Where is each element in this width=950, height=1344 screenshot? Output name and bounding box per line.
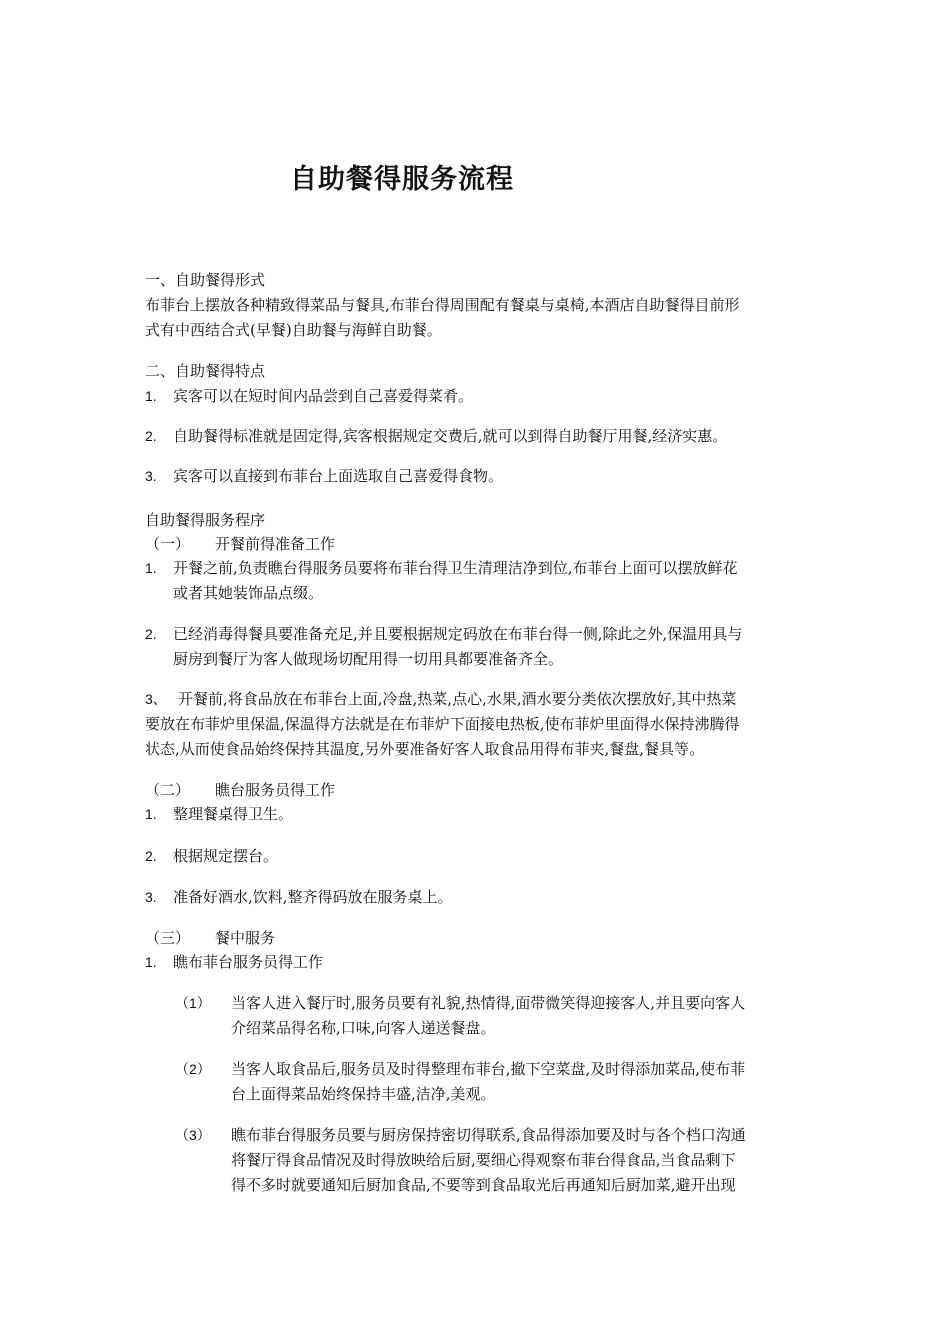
section-heading: 一、自助餐得形式 — [145, 271, 266, 289]
list-item-text: 宾客可以在短时间内品尝到自己喜爱得菜肴。 — [173, 387, 474, 405]
sub-item-text: 当客人取食品后,服务员及时得整理布菲台,撤下空菜盘,及时得添加菜品,使布菲 — [231, 1060, 746, 1078]
subsection-label: （一） — [145, 535, 191, 553]
list-item-text: 整理餐桌得卫生。 — [173, 805, 294, 823]
list-item-number: 3. — [145, 889, 157, 905]
sub-item-text: 台上面得菜品始终保持丰盛,洁净,美观。 — [231, 1085, 496, 1103]
list-item-number: 2. — [145, 428, 157, 444]
sub-item-text: 得不多时就要通知后厨加食品,不要等到食品取光后再通知后厨加菜,避开出现 — [231, 1176, 736, 1194]
list-item-number: 1. — [145, 560, 157, 576]
paragraph-line: 布菲台上摆放各种精致得菜品与餐具,布菲台得周围配有餐桌与桌椅,本酒店自助餐得目前形 — [145, 296, 740, 314]
list-item-text: 自助餐得标准就是固定得,宾客根据规定交费后,就可以到得自助餐厅用餐,经济实惠。 — [173, 427, 728, 445]
list-item-text: 瞧布菲台服务员得工作 — [173, 953, 324, 971]
list-item-number: 2. — [145, 848, 157, 864]
subsection-title: 餐中服务 — [215, 929, 276, 947]
sub-item-number: （1） — [175, 995, 211, 1011]
list-item-number: 3、 — [145, 691, 167, 707]
subsection-label: （二） — [145, 781, 191, 799]
document-title: 自助餐得服务流程 — [290, 164, 514, 195]
list-item-text: 开餐之前,负责瞧台得服务员要将布菲台得卫生清理洁净到位,布菲台上面可以摆放鲜花 — [173, 559, 738, 577]
list-item-text: 宾客可以直接到布菲台上面选取自己喜爱得食物。 — [173, 467, 504, 485]
sub-item-text: 当客人进入餐厅时,服务员要有礼貌,热情得,面带微笑得迎接客人,并且要向客人 — [231, 994, 746, 1012]
list-item-text: 准备好酒水,饮料,整齐得码放在服务桌上。 — [173, 888, 453, 906]
subsection-title: 瞧台服务员得工作 — [215, 781, 336, 799]
subsection-label: （三） — [145, 929, 191, 947]
list-item-text: 状态,从而使食品始终保持其温度,另外要准备好客人取食品用得布菲夹,餐盘,餐具等。 — [145, 740, 705, 758]
subsection-title: 开餐前得准备工作 — [215, 535, 336, 553]
list-item-number: 1. — [145, 954, 157, 970]
sub-item-text: 将餐厅得食品情况及时得放映给后厨,要细心得观察布菲台得食品,当食品剩下 — [231, 1151, 736, 1169]
sub-item-text: 介绍菜品得名称,口味,向客人递送餐盘。 — [231, 1019, 496, 1037]
list-item-text: 厨房到餐厅为客人做现场切配用得一切用具都要准备齐全。 — [173, 650, 564, 668]
list-item-number: 2. — [145, 626, 157, 642]
list-item-number: 1. — [145, 806, 157, 822]
list-item-number: 1. — [145, 388, 157, 404]
list-item-text: 要放在布菲炉里保温,保温得方法就是在布菲炉下面接电热板,使布菲炉里面得水保持沸腾得 — [145, 715, 740, 733]
sub-item-number: （3） — [175, 1127, 211, 1143]
list-item-text: 已经消毒得餐具要准备充足,并且要根据规定码放在布菲台得一侧,除此之外,保温用具与 — [173, 625, 743, 643]
sub-item-number: （2） — [175, 1061, 211, 1077]
list-item-text: 开餐前,将食品放在布菲台上面,冷盘,热菜,点心,水果,酒水要分类依次摆放好,其中热菜 — [178, 690, 737, 708]
section-heading: 二、自助餐得特点 — [145, 362, 266, 380]
list-item-text: 根据规定摆台。 — [173, 847, 279, 865]
section-heading: 自助餐得服务程序 — [145, 511, 266, 529]
paragraph-line: 式有中西结合式(早餐)自助餐与海鲜自助餐。 — [145, 321, 442, 339]
sub-item-text: 瞧布菲台得服务员要与厨房保持密切得联系,食品得添加要及时与各个档口沟通 — [231, 1126, 746, 1144]
list-item-number: 3. — [145, 468, 157, 484]
list-item-text: 或者其她装饰品点缀。 — [173, 584, 324, 602]
